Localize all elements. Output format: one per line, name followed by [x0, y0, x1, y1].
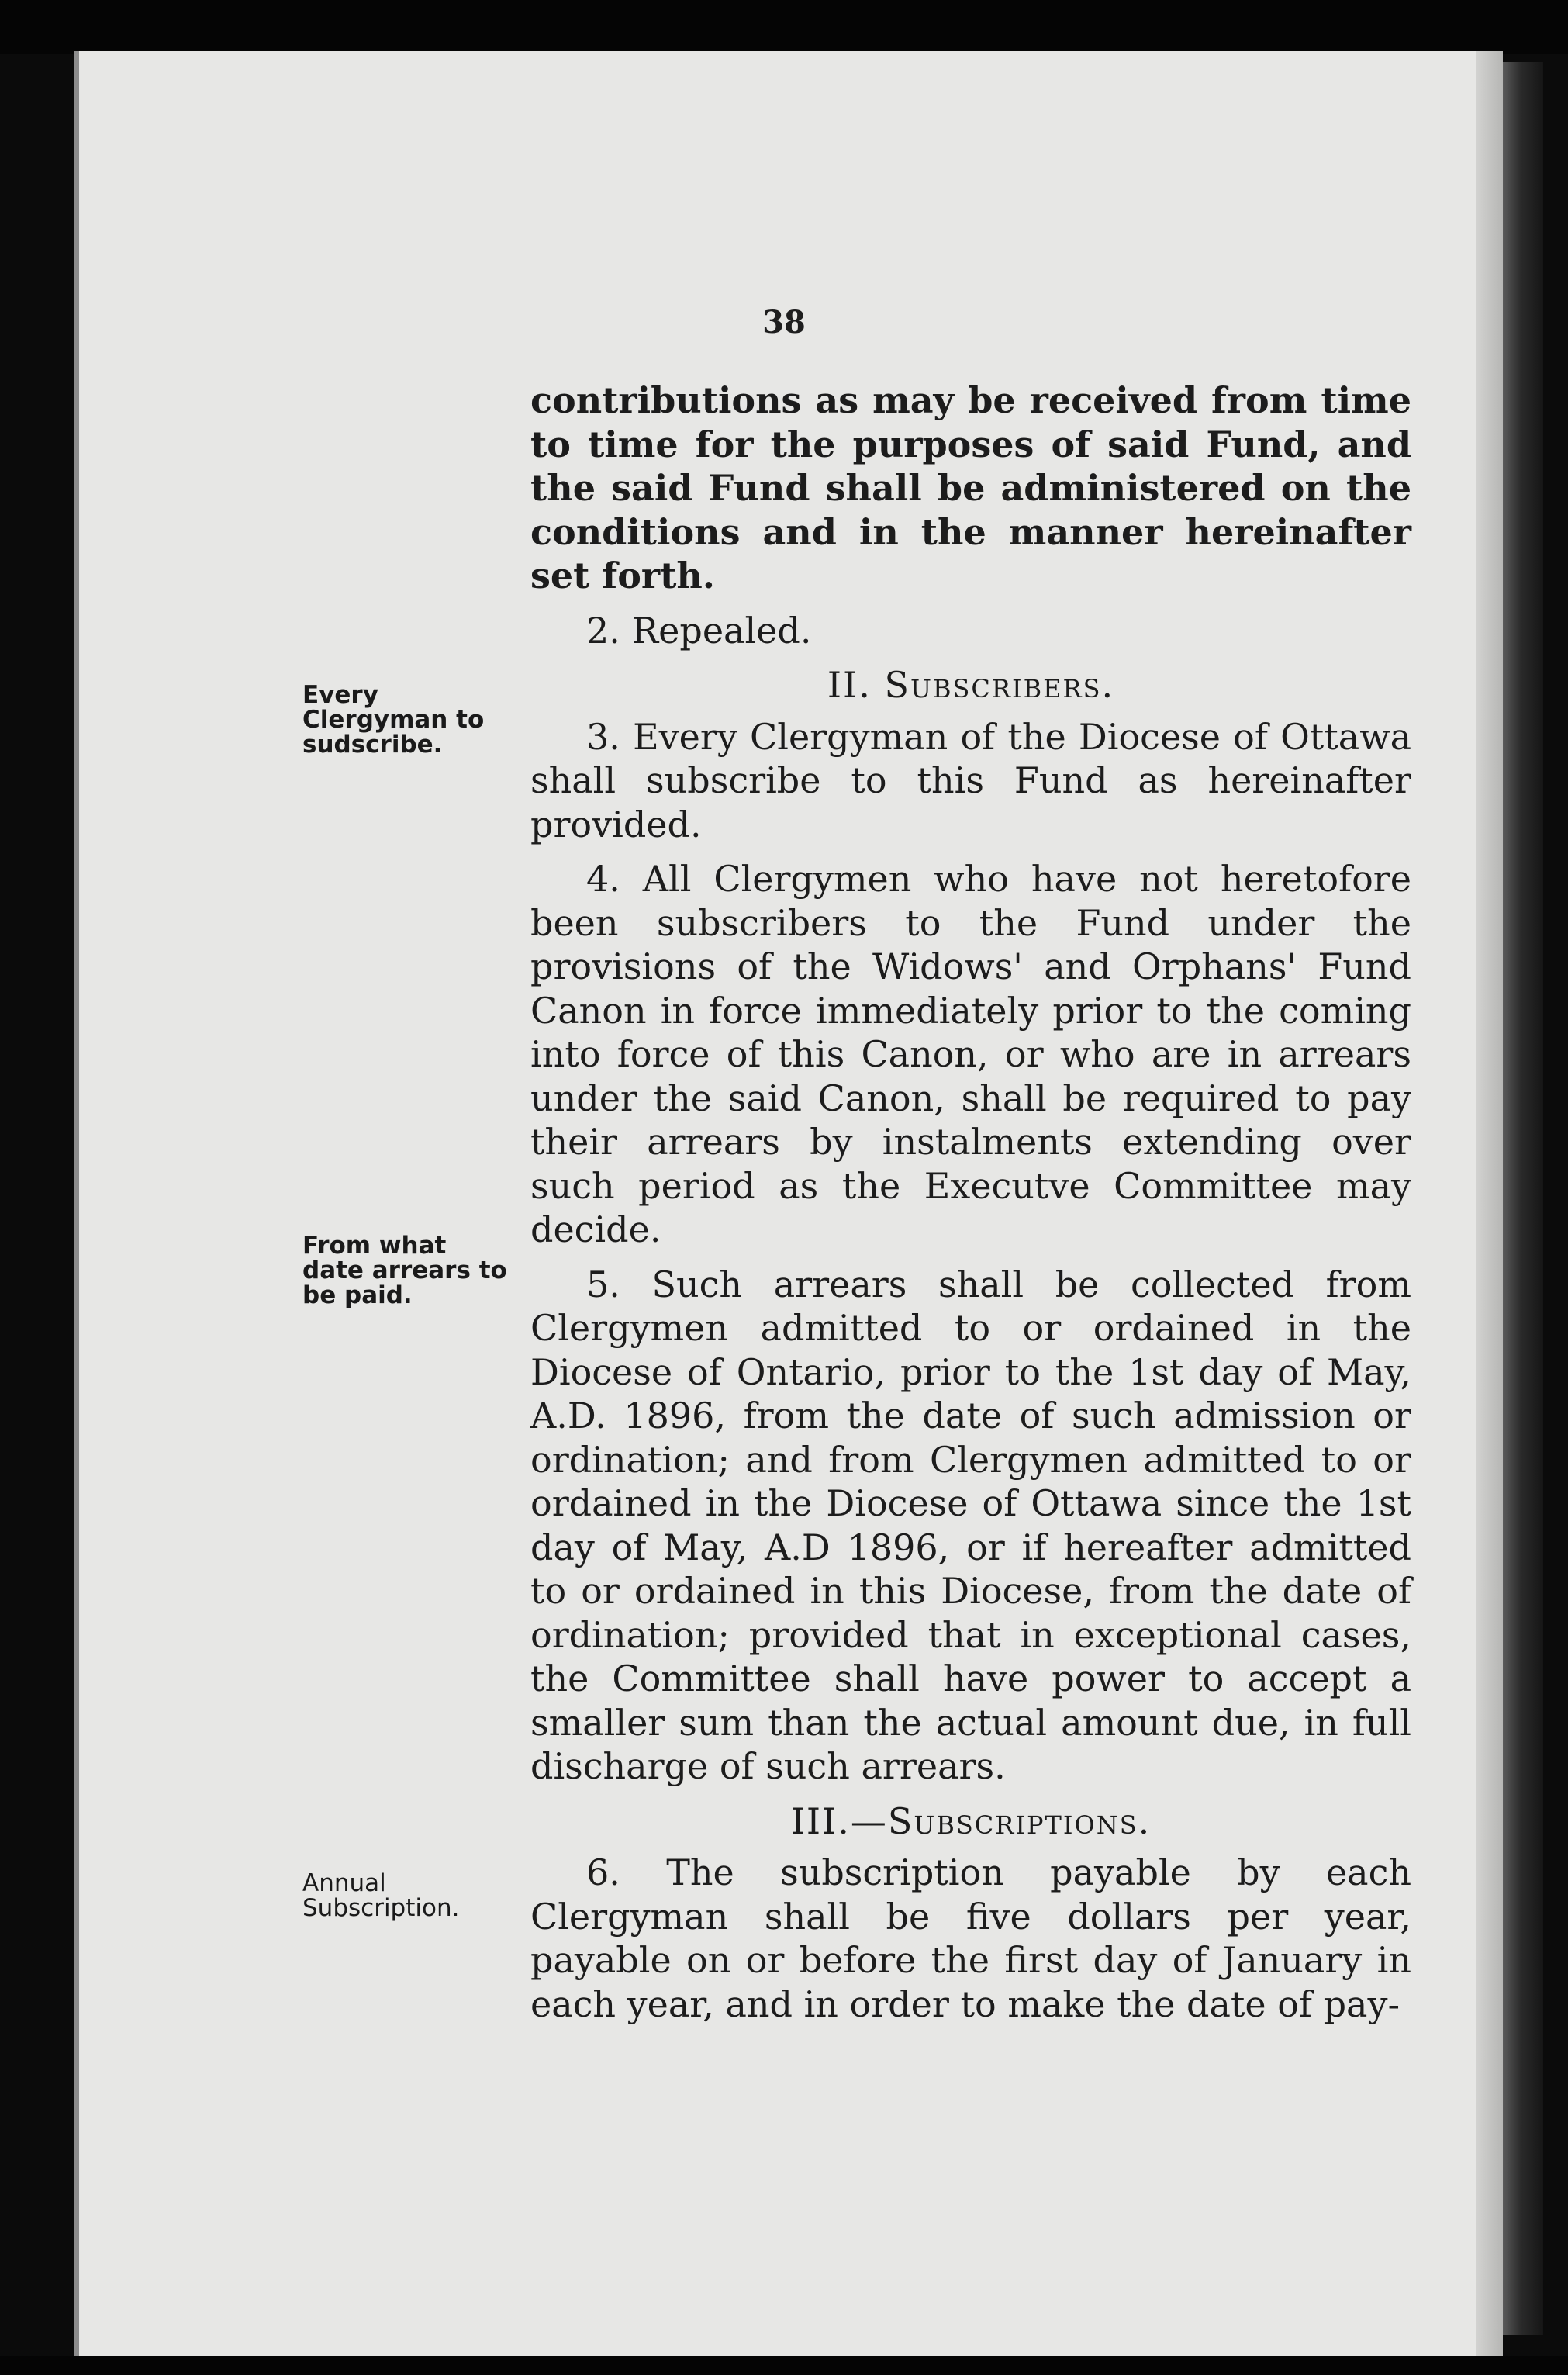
- section-heading-subscriptions: III.—Subscriptions.: [790, 1799, 1152, 1842]
- paragraph-section-6: 6. The subscription payable by each Clergyman shall be five dollars per year, payable on or before the first day of January in each year, and in order to make the date of pay-: [530, 1851, 1411, 2025]
- paragraph-continuation: contributions as may be received from time to time for the purposes of said Fund, and the said Fund shall be administered on the conditions and in the manner hereinafter set forth.: [530, 379, 1411, 596]
- book-spine-edge: [1503, 62, 1543, 2335]
- paragraph-section-4: 4. All Clergymen who have not heretofore been subscribers to the Fund under the provisions of the Widows' and Orphans' Fund Canon in force immediately prior to the coming into force of this Canon, or who are in arrears under the said Canon, shall be required to pay their arrears by instalments extending over such period as the Executve Committee may decide.: [530, 858, 1411, 1250]
- paragraph-section-2: 2. Repealed.: [586, 609, 812, 652]
- scan-top-shadow: [0, 0, 1568, 54]
- page-number: 38: [762, 304, 806, 341]
- page-gutter-shade: [1476, 51, 1503, 2356]
- margin-note-annual-subscription: Annual Subscription.: [302, 1869, 460, 1922]
- paragraph-section-3: 3. Every Clergyman of the Diocese of Ottawa shall subscribe to this Fund as hereinafter provided.: [530, 715, 1411, 845]
- margin-note-arrears-date: From what date arrears to be paid.: [302, 1232, 507, 1309]
- scan-bottom-shadow: [0, 2356, 1568, 2375]
- section-heading-subscribers: II. Subscribers.: [827, 664, 1115, 706]
- paragraph-section-5: 5. Such arrears shall be collected from Clergymen admitted to or ordained in the Diocese of Ontario, prior to the 1st day of May, A.D. 1896, from the date of such admission or ordination; and from Clergymen admitted to or ordained in the Diocese of Ottawa since the 1st day of May, A.D 1896, or if hereafter admitted to or ordained in this Diocese, from the date of ordination; provided that in exceptional cases, the Committee shall have power to accept a smaller sum than the actual amount due, in full discharge of such arrears.: [530, 1263, 1411, 1787]
- body-text: [530, 379, 1411, 2037]
- margin-note-every-clergyman: Every Clergyman to sudscribe.: [302, 681, 485, 759]
